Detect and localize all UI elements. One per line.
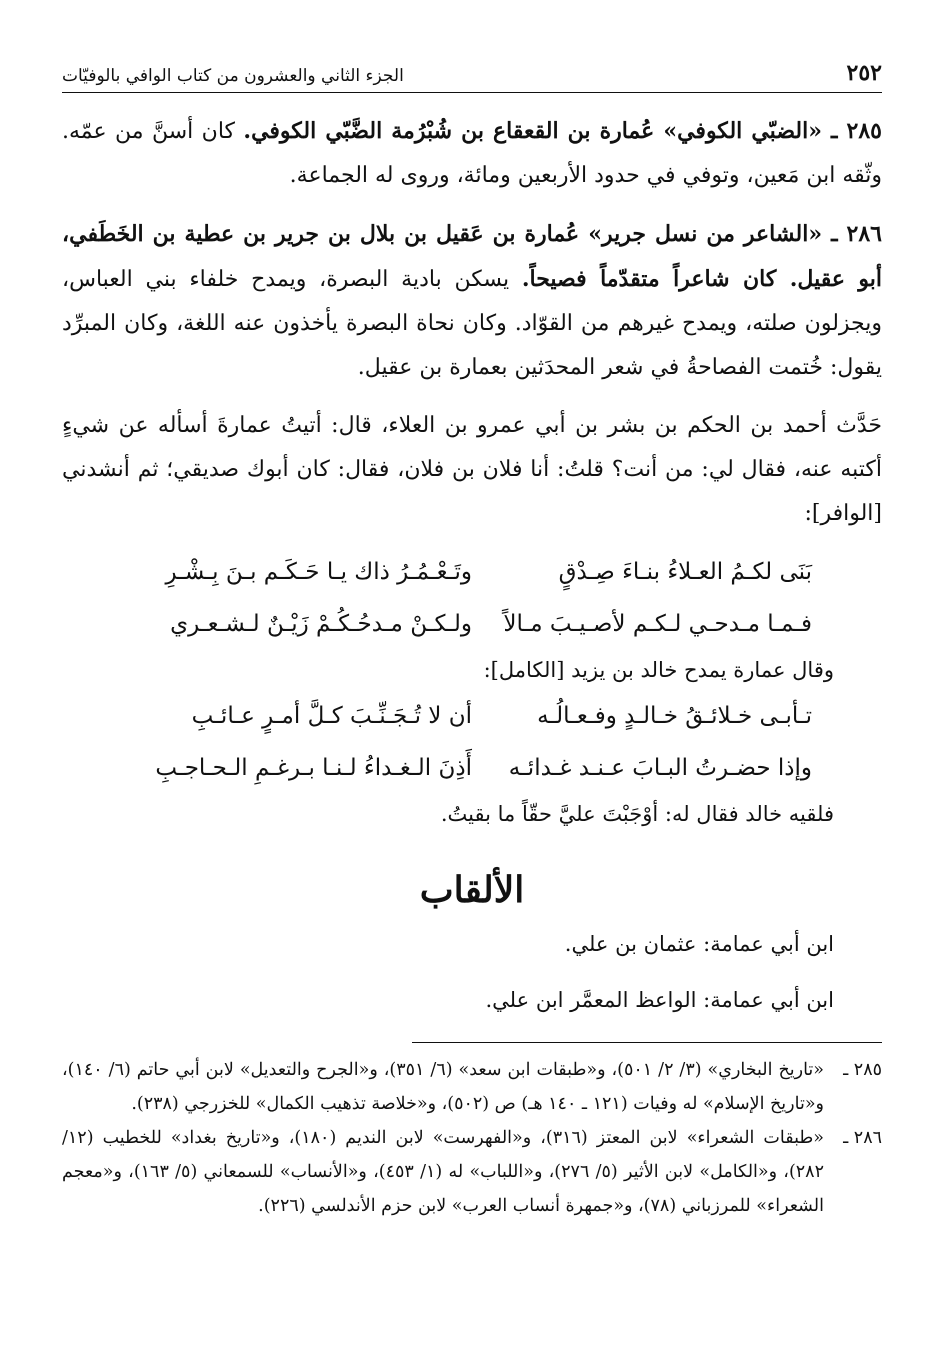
verse-second-hemistich: ولـكـنْ مـدحُـكُـمْ زَيْـنٌ لـشـعـري [170, 611, 472, 637]
verse-line [62, 742, 812, 794]
footnote-text: «طبقات الشعراء» لابن المعتز (٣١٦)، و«الفهرست» لابن النديم (١٨٠)، و«تاريخ بغداد» للخطيب (١٢/ ٢٨٢)، و«الكامل» لابن الأثير (٥/ ٢٧٦)، و«اللباب» له (١/ ٤٥٣)، و«الأنساب» للسمعاني (٥/ ١٦٣)، و«معجم الشعراء» للمرزباني (٧٨)، و«جمهرة أنساب العرب» لابن حزم الأندلسي (٢٢٦). [62, 1128, 824, 1216]
running-title: الجزء الثاني والعشرون من كتاب الوافي بالوفيّات [62, 66, 404, 86]
verses-wafir [62, 546, 882, 650]
footnote-number: ٢٨٦ ـ [843, 1128, 882, 1148]
entry-285-heading: ٢٨٥ ـ «الضبّي الكوفي» عُمارة بن القعقاع بن شُبْرُمة الضَّبّي الكوفي. [243, 118, 882, 144]
entry-286-heading: ٢٨٦ ـ «الشاعر من نسل جرير» عُمارة بن عَقيل بن بلال بن جرير بن عطية بن الخَطَفي، أبو عقيل. كان شاعراً متقدّماً فصيحاً. [62, 221, 882, 292]
verse-first-hemistich: تـأبـى خـلائـقُ خـالـدٍ وفـعـالُـه [537, 703, 812, 729]
running-header [62, 52, 882, 93]
section-title: الألقاب [419, 869, 525, 911]
footnote [62, 1053, 882, 1121]
entry-286-body: يسكن بادية البصرة، ويمدح خلفاء بني العباس، ويجزلون صلته، ويمدح غيرهم من القوّاد. وكان نحاة البصرة يأخذون عنه اللغة، وكان المبرِّد يقول: خُتمت الفصاحةُ في شعر المحدَثين بعمارة بن عقيل. [62, 267, 882, 380]
entry-285-body: كان أسنَّ من عمّه. وثّقه ابن مَعين، وتوفي في حدود الأربعين ومائة، وروى له الجماعة. [62, 119, 882, 188]
verse-first-hemistich: فـمـا مـدحـي لـكـم لأصـيـبَ مـالاً [503, 611, 812, 637]
entry-286 [62, 212, 882, 390]
verse-intro: وقال عمارة يمدح خالد بن يزيد [الكامل]: [483, 658, 834, 682]
footnote-text: «تاريخ البخاري» (٣/ ٢/ ٥٠١)، و«طبقات ابن سعد» (٦/ ٣٥١)، و«الجرح والتعديل» لابن أبي حاتم (٦/ ١٤٠)، و«تاريخ الإسلام» له وفيات (١٢١ ـ ١٤٠ هـ) ص (٥٠٢)، و«خلاصة تذهيب الكمال» للخزرجي (٢٣٨). [62, 1060, 824, 1114]
verse-first-hemistich: وإذا حضـرتُ البـابَ عـنـد غـدائـه [508, 755, 812, 781]
verse-line [62, 598, 812, 650]
verse-second-hemistich: أن لا تُـجَـنِّـبَ كـلَّ أمـرٍ عـائـبِ [191, 703, 472, 729]
page-number: ٢٥٢ [846, 60, 882, 86]
page [62, 52, 882, 1223]
footnote-number: ٢٨٥ ـ [843, 1060, 882, 1080]
closing-line: فلقيه خالد فقال له: أوْجَبْتَ عليَّ حقّاً ما بقيتُ. [440, 802, 834, 826]
verse-line [62, 546, 812, 598]
verses-kamil [62, 690, 882, 794]
laqab-item: ابن أبي عمامة: الواعظ المعمَّر ابن علي. [485, 988, 834, 1012]
footnote-separator [412, 1042, 882, 1043]
footnotes [62, 1053, 882, 1223]
entry-285 [62, 109, 882, 198]
footnote [62, 1121, 882, 1223]
verse-second-hemistich: أَذِنَ الـغـداءُ لـنـا بـرغـمِ الـحـاجـبِ [155, 755, 472, 781]
verse-second-hemistich: وتَـعْـمُـرُ ذاك يـا حَـكَـم بـنَ بِـشْـرِ [165, 559, 472, 585]
verse-line [62, 690, 812, 742]
laqab-item: ابن أبي عمامة: عثمان بن علي. [564, 932, 834, 956]
verse-first-hemistich: بَنَى لكـمُ العـلاءُ بنـاءَ صِـدْقٍ [558, 559, 812, 585]
narration: حَدَّث أحمد بن الحكم بن بشر بن أبي عمرو بن العلاء، قال: أتيتُ عمارةَ أسأله عن شيءٍ أكتبه عنه، فقال لي: من أنت؟ قلتُ: أنا فلان بن فلان، فقال: كان أبوك صديقي؛ ثم أنشدني [الوافر]: [62, 413, 882, 526]
